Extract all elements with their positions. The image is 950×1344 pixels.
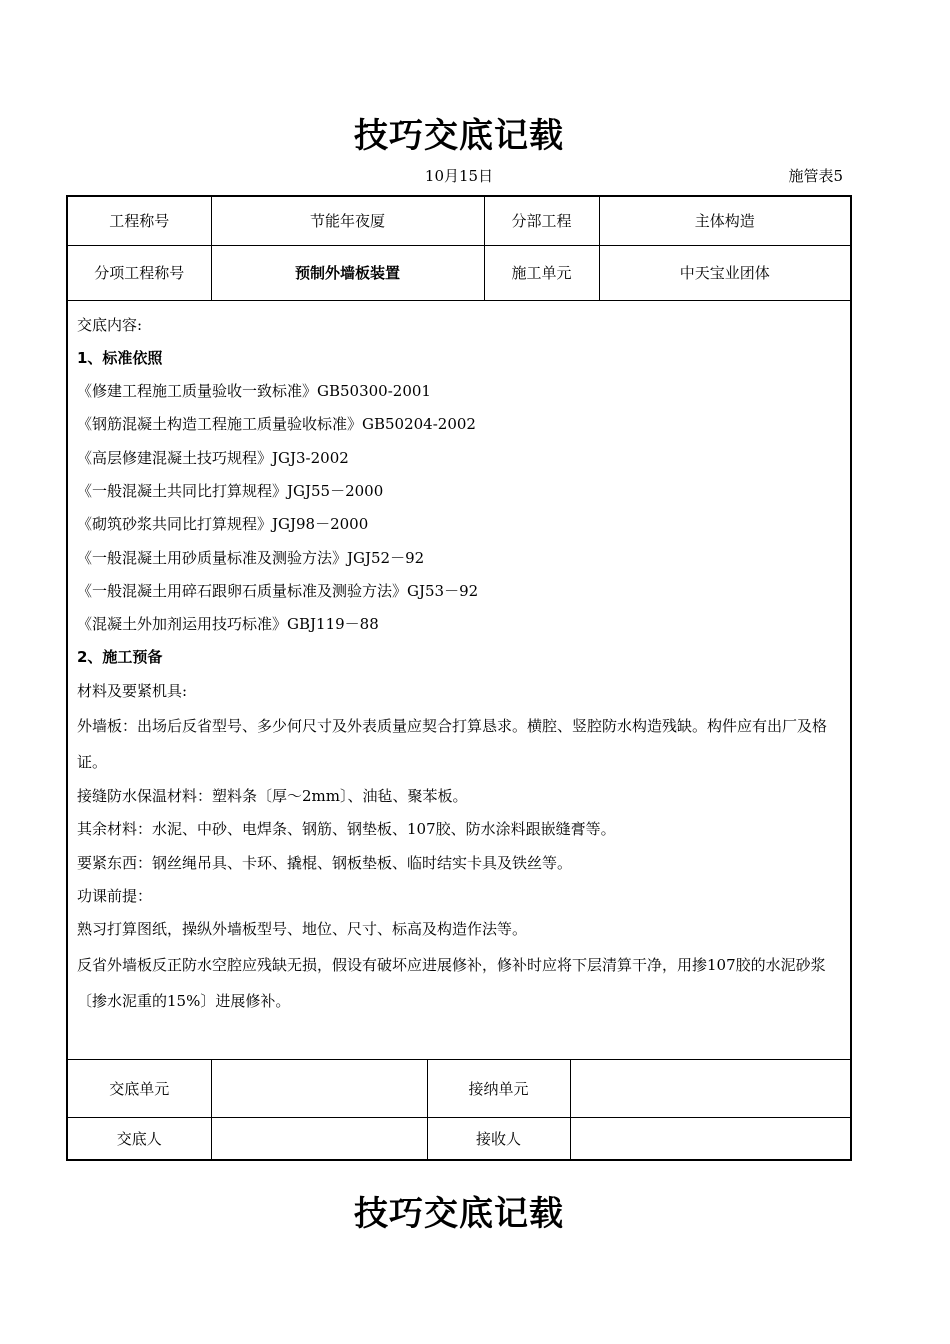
wall-panel-text: 外墙板：出场后反省型号、多少何尺寸及外表质量应契合打算恳求。横腔、竖腔防水构造残缺。构件应有出厂及格证。 <box>77 717 828 772</box>
standard-item: 《砌筑砂浆共同比打算规程》JGJ98－2000 <box>77 515 369 534</box>
project-name-value: 节能年夜厦 <box>211 197 484 245</box>
section-heading-preparation: 2、施工预备 <box>77 648 163 667</box>
signature-table <box>68 1059 850 1161</box>
issuer-label: 交底人 <box>68 1117 211 1160</box>
receiver-field[interactable] <box>570 1117 850 1160</box>
joint-material-text: 接缝防水保温材料：塑料条〔厚～2mm〕、油毡、聚苯板。 <box>77 787 468 806</box>
standard-item: 《一般混凝土共同比打算规程》JGJ55－2000 <box>77 481 384 500</box>
document-title-next-page: 技巧交底记载 <box>354 1194 564 1234</box>
main-tools-text: 要紧东西：钢丝绳吊具、卡环、撬棍、钢板垫板、临时结实卡具及铁丝等。 <box>77 853 573 872</box>
issuer-unit-label: 交底单元 <box>68 1059 211 1117</box>
content-intro: 交底内容: <box>77 315 143 334</box>
section-heading-standards: 1、标准依照 <box>77 348 163 367</box>
division-label: 分部工程 <box>484 197 599 245</box>
form-number: 施管表5 <box>788 167 843 185</box>
prerequisites-heading: 功课前提： <box>77 886 153 905</box>
subitem-value: 预制外墙板装置 <box>211 245 484 300</box>
project-name-label: 工程称号 <box>68 197 211 245</box>
document-title: 技巧交底记载 <box>354 116 564 156</box>
subitem-label: 分项工程称号 <box>68 245 211 300</box>
receiver-label: 接收人 <box>427 1117 570 1160</box>
standard-item: 《高层修建混凝土技巧规程》JGJ3-2002 <box>77 448 349 467</box>
standard-item: 《一般混凝土用碎石跟卵石质量标准及测验方法》GJ53－92 <box>77 581 479 600</box>
materials-heading: 材料及要紧机具: <box>77 681 188 700</box>
standard-item: 《修建工程施工质量验收一致标准》GB50300-2001 <box>77 382 431 401</box>
construction-unit-value: 中天宝业团体 <box>599 245 850 300</box>
prerequisite-item: 熟习打算图纸，操纵外墙板型号、地位、尺寸、标高及构造作法等。 <box>77 920 528 939</box>
standard-item: 《混凝土外加剂运用技巧标准》GBJ119－88 <box>77 615 379 634</box>
date-text: 10月15日 <box>424 167 494 185</box>
issuer-unit-field[interactable] <box>211 1059 427 1117</box>
standard-item: 《一般混凝土用砂质量标准及测验方法》JGJ52－92 <box>77 548 425 567</box>
other-material-text: 其余材料：水泥、中砂、电焊条、钢筋、钢垫板、107胶、防水涂料跟嵌缝膏等。 <box>77 820 616 839</box>
construction-unit-label: 施工单元 <box>484 245 599 300</box>
issuer-field[interactable] <box>211 1117 427 1160</box>
record-sheet <box>66 195 852 1161</box>
receiver-unit-field[interactable] <box>570 1059 850 1117</box>
prerequisite-item: 反省外墙板反正防水空腔应残缺无损，假设有破坏应进展修补，修补时应将下层清算干净，用掺107胶的水泥砂浆〔掺水泥重的15%〕进展修补。 <box>77 955 826 1010</box>
header-table <box>68 197 850 301</box>
division-value: 主体构造 <box>599 197 850 245</box>
standard-item: 《钢筋混凝土构造工程施工质量验收标准》GB50204-2002 <box>77 415 476 434</box>
receiver-unit-label: 接纳单元 <box>427 1059 570 1117</box>
briefing-content <box>68 301 850 1059</box>
